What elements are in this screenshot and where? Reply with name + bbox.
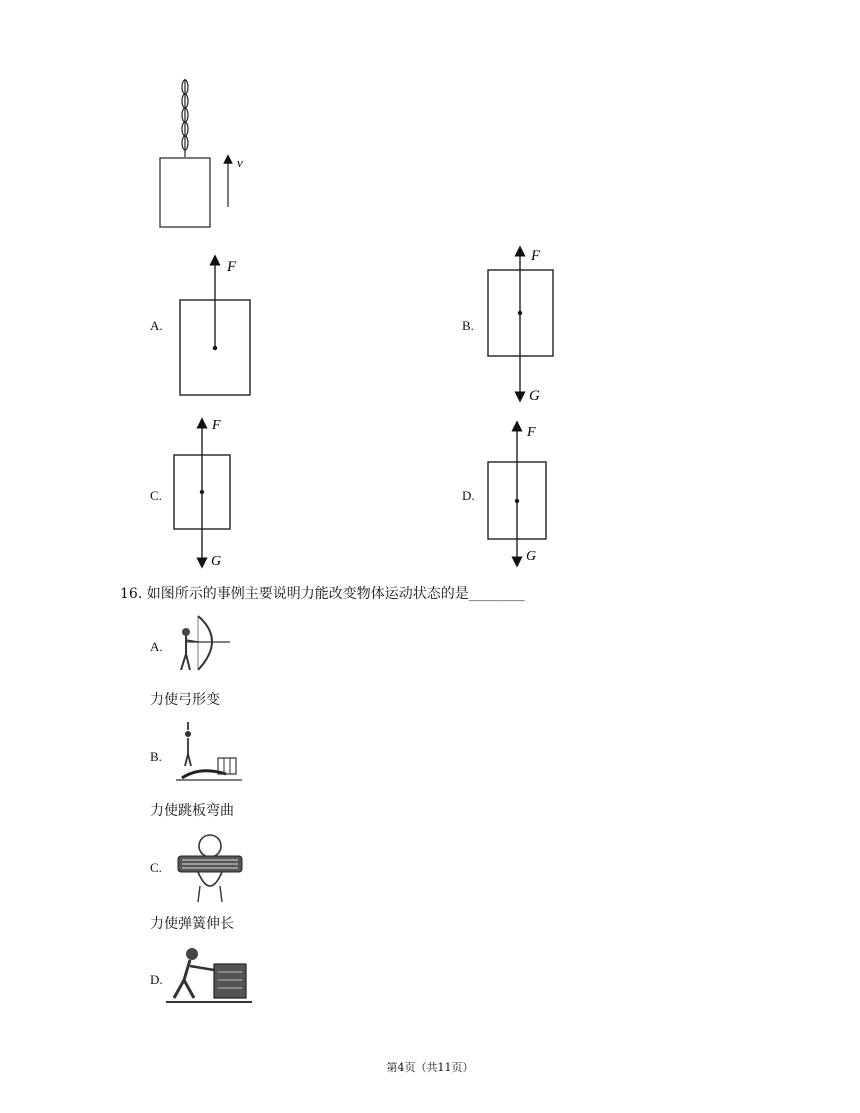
q16-option-c-caption: 力使弹簧伸长 (150, 916, 234, 932)
force-f-label: F (227, 259, 237, 275)
diver-icon (176, 718, 244, 784)
option-b-label[interactable]: B. (462, 318, 474, 333)
force-g-label: G (211, 554, 222, 569)
force-g-label: G (526, 549, 537, 564)
chain-icon (182, 79, 188, 157)
force-f-label: F (527, 425, 536, 440)
force-f-label: F (531, 248, 541, 264)
velocity-label: v (237, 155, 243, 170)
option-c-label[interactable]: C. (150, 488, 162, 503)
q16-option-a-caption: 力使弓形变 (150, 692, 220, 708)
push-box-icon (166, 944, 252, 1006)
q16-option-a-label[interactable]: A. (150, 639, 163, 654)
option-c-diagram (170, 415, 260, 570)
page-footer: 第4页（共11页） (386, 1061, 474, 1074)
q16-option-c-label[interactable]: C. (150, 860, 162, 875)
force-f-label: F (212, 418, 221, 433)
spring-stretch-icon (172, 830, 248, 906)
block (160, 158, 210, 227)
option-b-diagram (485, 242, 585, 407)
q16-option-b-label[interactable]: B. (150, 749, 162, 764)
q16-option-b-caption: 力使跳板弯曲 (150, 803, 234, 819)
force-g-label: G (529, 388, 540, 404)
option-d-label[interactable]: D. (462, 488, 475, 503)
hanging-block-figure (150, 75, 260, 235)
option-d-diagram (485, 420, 575, 570)
archer-icon (168, 612, 236, 674)
option-a-diagram (175, 250, 275, 400)
q16-option-d-label[interactable]: D. (150, 972, 163, 987)
option-a-label[interactable]: A. (150, 318, 163, 333)
question-16-stem: 16. 如图所示的事例主要说明力能改变物体运动状态的是________ (120, 586, 525, 602)
